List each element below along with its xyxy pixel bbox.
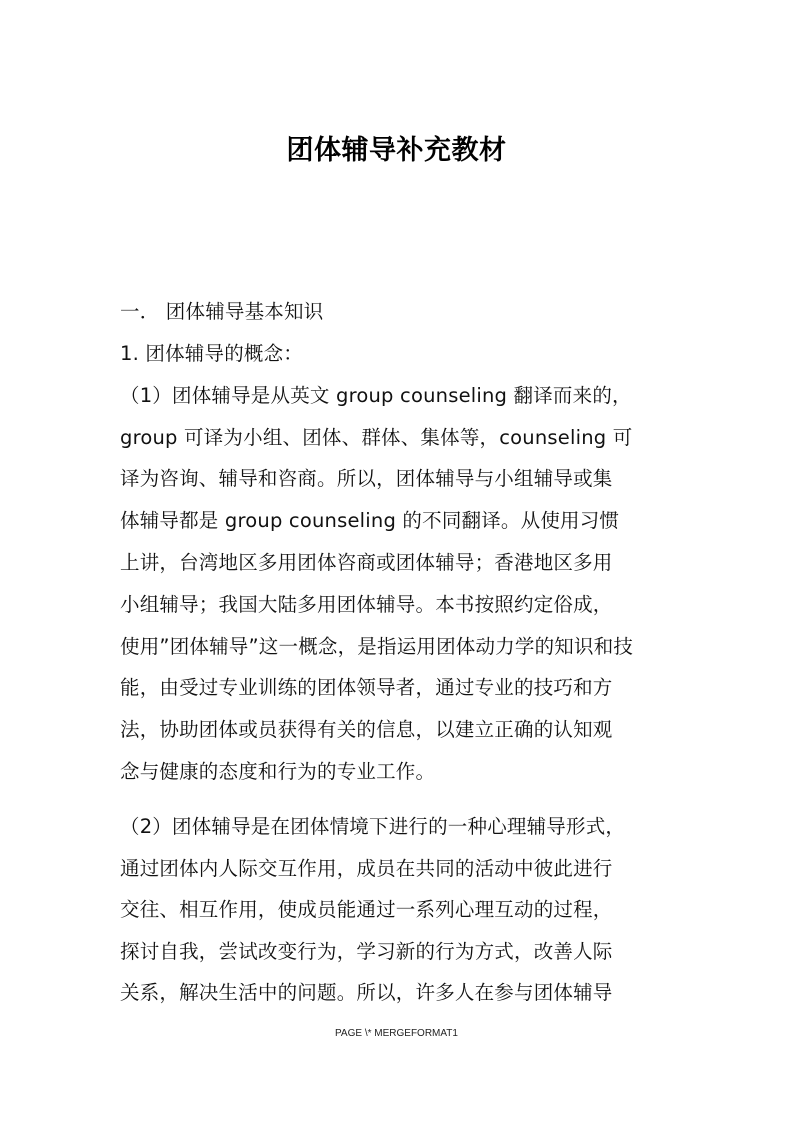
paragraph-line: （1）团体辅导是从英文 group counseling 翻译而来的， [120,384,632,407]
paragraph-line: 念与健康的态度和行为的专业工作。 [120,760,436,783]
paragraph-line: 体辅导都是 group counseling 的不同翻译。从使用习惯 [120,509,620,532]
section-heading: 一． 团体辅导基本知识 [120,300,324,323]
paragraph-line: group 可译为小组、团体、群体、集体等，counseling 可 [120,426,633,449]
page-footer: PAGE \* MERGEFORMAT1 [335,1028,458,1039]
paragraph-line: 使用”团体辅导”这一概念，是指运用团体动力学的知识和技 [120,635,634,658]
paragraph-line: 通过团体内人际交互作用，成员在共同的活动中彼此进行 [120,857,613,880]
paragraph-line: 关系，解决生活中的问题。所以，许多人在参与团体辅导 [120,981,613,1004]
paragraph-line: 能，由受过专业训练的团体领导者，通过专业的技巧和方 [120,676,613,699]
subsection-heading: 1. 团体辅导的概念： [120,342,304,365]
paragraph-line: 小组辅导；我国大陆多用团体辅导。本书按照约定俗成， [120,593,613,616]
paragraph-line: 法，协助团体或员获得有关的信息，以建立正确的认知观 [120,718,613,741]
document-title: 团体辅导补充教材 [286,135,507,166]
paragraph-line: 上讲，台湾地区多用团体咨商或团体辅导；香港地区多用 [120,551,613,574]
paragraph-line: 译为咨询、辅导和咨商。所以，团体辅导与小组辅导或集 [120,467,613,490]
paragraph-line: 交往、相互作用，使成员能通过一系列心理互动的过程， [120,898,613,921]
paragraph-line: 探讨自我，尝试改变行为，学习新的行为方式，改善人际 [120,940,613,963]
paragraph-line: （2）团体辅导是在团体情境下进行的一种心理辅导形式， [120,815,626,838]
